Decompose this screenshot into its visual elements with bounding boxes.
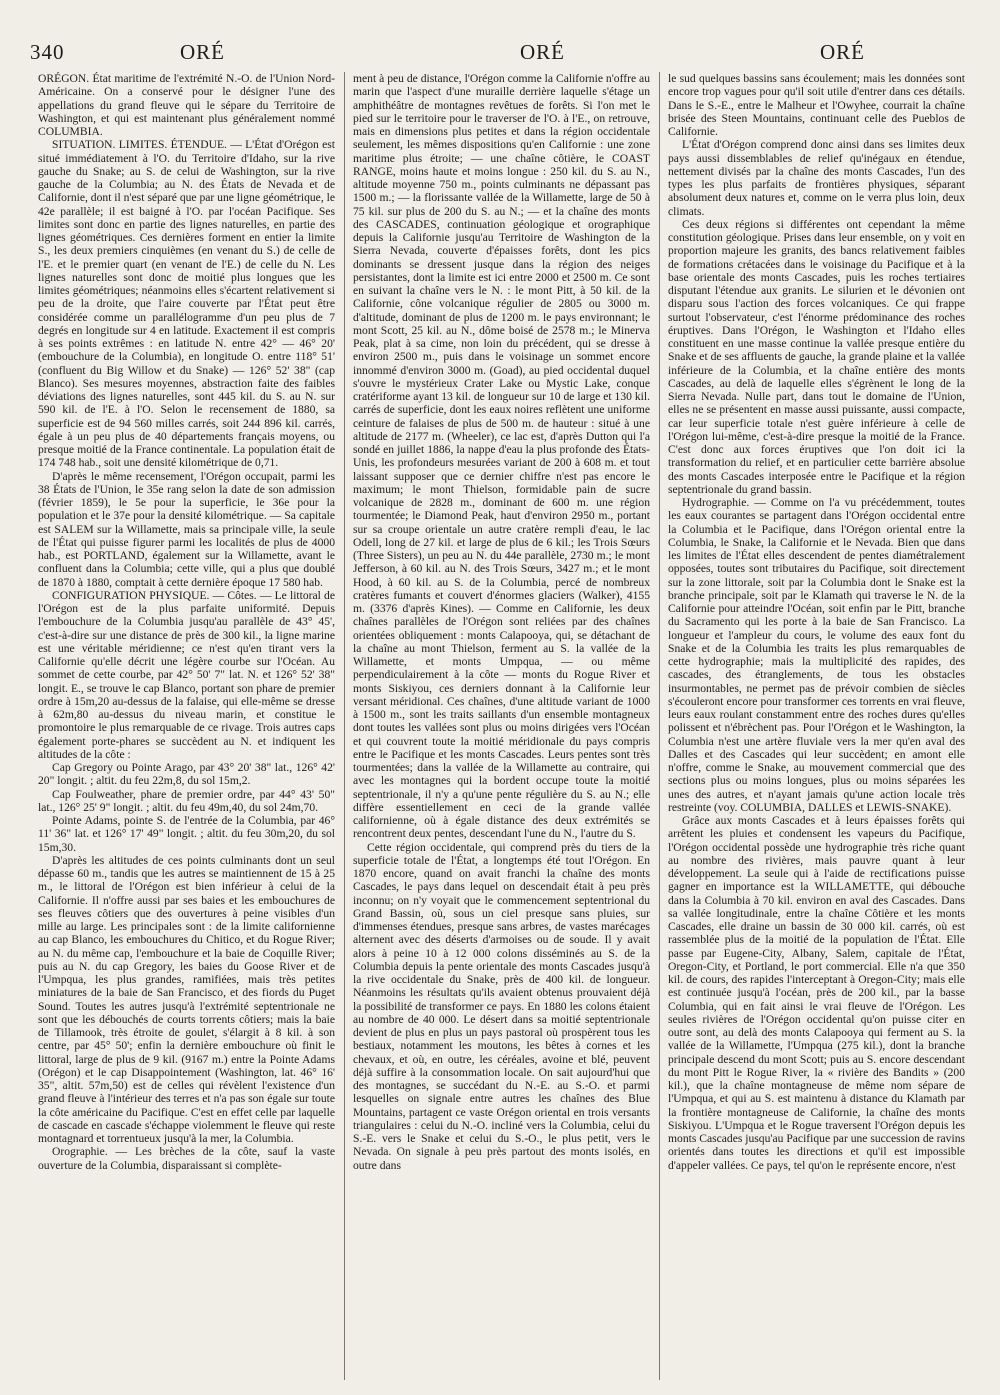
running-header	[30, 40, 970, 70]
running-head-left: ORÉ	[180, 40, 225, 64]
paragraph: Cette région occidentale, qui comprend près du tiers de la superficie totale de l'État, a longtemps été tout l'Orégon. En 1870 encore, quand on avait franchi la chaîne des monts Cascades, le pays dans lequel on descendait était à peu près inconnu; on n'y voyait que le commencement septentrional du Grand Bassin, où, sous un ciel presque sans pluies, sur d'immenses étendues, presque sans arbres, de vastes marécages alternent avec des déserts d'armoises ou de soude. Il y avait alors à peine 10 à 12 000 colons disséminés au S. de la Columbia depuis la pente orientale des monts Cascades jusqu'à la rive occidentale du Snake, près de 400 kil. de longueur. Néanmoins les résultats qu'ils avaient obtenus prouvaient déjà la possibilité de transformer ce pays. En 1880 les colons étaient au nombre de 40 000. Le désert dans sa moitié septentrionale devient de plus en plus un pays pastoral où prospèrent tous les bestiaux, notamment les moutons, les bêtes à cornes et les chevaux, et où, en outre, les céréales, avoine et blé, peuvent déjà suffire à la consommation locale. On sait aujourd'hui que des montagnes, se succédant du N.-E. au S.-O. et parmi lesquelles on signale entre autres les chaînes des Blue Mountains, partagent ce vaste Orégon oriental en trois versants triangulaires : celui du N.-O. incliné vers la Columbia, celui du S.-E. vers le Snake et celui du S.-O., le plus petit, vers le Nevada. On signale à peu près partout des monts isolés, en outre dans	[353, 840, 650, 1172]
column-divider	[659, 72, 660, 1380]
paragraph: Hydrographie. — Comme on l'a vu précédemment, toutes les eaux courantes se partagent dans l'Orégon occidental entre la Columbia et le Pacifique, dans l'Orégon oriental entre la Columbia, le Snake, la Californie et le Nevada. Bien que dans les limites de l'État elles descendent de pentes diamétralement opposées, toutes sont tributaires du Pacifique, soit directement sur la zone littorale, soit par la Columbia dont le Snake est la branche principale, soit par le Klamath qui traverse le N. de la Californie pour atteindre l'Océan, soit enfin par le Pitt, branche du Sacramento qui les porte à la baie de San Francisco. La longueur et l'ampleur du cours, le volume des eaux font du Snake et de la Columbia les traits les plus remarquables de cette hydrographie; mais la multiplicité des rapides, des cascades, des étranglements, de tous les obstacles insurmontables, ne permet pas de prévoir combien de siècles s'écouleront encore pour transformer ces torrents en vrai fleuve, leurs eaux roulant constamment entre des roches dures qu'elles polissent et n'ébrèchent pas. Pour l'Orégon et le Washington, la Columbia n'est une artère fluviale vers la mer qu'en aval des Dalles et des Cascades qui leur succèdent; en amont elle n'offre, comme le Snake, au mouvement commercial que des sections plus ou moins longues, plus ou moins séparées les unes des autres, et n'ayant jamais qu'une action locale très restreinte (voy. COLUMBIA, DALLES et LEWIS-SNAKE).	[668, 496, 965, 814]
paragraph: ORÉGON. État maritime de l'extrémité N.-O. de l'Union Nord-Américaine. On a conservé pour le désigner l'une des appellations du grand fleuve qui le sépare du Territoire de Washington, et qui est maintenant plus généralement nommé COLUMBIA.	[38, 72, 335, 138]
running-head-center: ORÉ	[520, 40, 565, 64]
paragraph: L'État d'Orégon comprend donc ainsi dans ses limites deux pays aussi dissemblables de relief qu'inégaux en étendue, nettement divisés par la chaîne des monts Cascades, l'un des types les plus parfaits de frontières physiques, séparant absolument deux natures et, comme on le verra plus loin, deux climats.	[668, 138, 965, 218]
paragraph: Grâce aux monts Cascades et à leurs épaisses forêts qui arrêtent les pluies et condensent les vapeurs du Pacifique, l'Orégon occidental possède une hydrographie très riche quant au nombre des rivières, mais pauvre quant à leur développement. La seule qui à l'aide de rectifications puisse gagner en importance est la WILLAMETTE, qui débouche dans la Columbia à 70 kil. environ en aval des Cascades. Dans sa vallée longitudinale, entre la chaîne Côtière et les monts Cascades, elle draine un bassin de 30 000 kil. carrés, où est rassemblée plus de la moitié de la population de l'État. Elle passe par Eugene-City, Albany, Salem, capitale de l'État, Oregon-City, et Portland, le port commercial. Elle n'a que 350 kil. de cours, des rapides l'interceptant à Oregon-City; mais elle est continuée jusqu'à l'océan, près de 200 kil., par la basse Columbia, qui en fait ainsi le vrai fleuve de l'Orégon. Les seules rivières de l'Orégon occidental qu'on puisse citer en outre sont, au delà des monts Calapooya qui ferment au S. la vallée de la Willamette, l'Umpqua (275 kil.), dont la branche principale descend du mont Scott; puis au S. encore descendant du mont Pitt le Rogue River, la « rivière des Bandits » (200 kil.), que la chaîne montagneuse de même nom sépare de l'Umpqua, et qui au S. est maintenu à distance du Klamath par la frontière montagneuse de Californie, la chaîne des monts Siskiyou. L'Umpqua et le Rogue traversent l'Orégon depuis les monts Cascades jusqu'au Pacifique par une succession de ravins orientés dans toutes les directions et qu'il est impossible d'appeler vallées. Ce pays, tel qu'on le représente encore, n'est	[668, 814, 965, 1172]
paragraph: Cap Gregory ou Pointe Arago, par 43° 20' 38" lat., 126° 42' 20" longit. ; altit. du feu 22m,8, du sol 15m,2.	[38, 761, 335, 788]
text-column-2	[353, 72, 650, 1382]
text-column-1	[38, 72, 335, 1382]
paragraph: ment à peu de distance, l'Orégon comme la Californie n'offre au marin que l'aspect d'une muraille derrière laquelle s'étage un amphithéâtre de montagnes revêtues de forêts. Si l'on met le pied sur le territoire pour le traverser de l'O. à l'E., on retrouve, mais en dimensions plus petites et dans la région occidentale seulement, les mêmes dispositions qu'en Californie : une zone maritime plus étroite; — une chaîne côtière, le COAST RANGE, moins haute et moins longue : 250 kil. du S. au N., altitude moyenne 750 m., points culminants ne dépassant pas 1500 m.; — la florissante vallée de la Willamette, large de 50 à 75 kil. sur plus de 200 du S. au N.; — et la chaîne des monts des CASCADES, continuation géologique et orographique depuis la Californie jusqu'au Territoire de Washington de la Sierra Nevada, couverte d'épaisses forêts, dont les pics dominants se dressent jusque dans la région des neiges persistantes, dont la limite est ici entre 2000 et 2500 m. Ce sont en suivant la chaîne vers le N. : le mont Pitt, à 50 kil. de la Californie, cône volcanique régulier de 2805 ou 3000 m. d'altitude, dominant de plus de 1200 m. le pays environnant; le mont Scott, 25 kil. au N., dôme boisé de 2578 m.; le Minerva Peak, plat à sa cime, non loin du précédent, qui se dresse à environ 2500 m., puis dans le voisinage un sommet encore innommé d'environ 3000 m. (Goad), au pied occidental duquel s'ouvre le mystérieux Crater Lake ou Mystic Lake, conque cratériforme ayant 13 kil. de longueur sur 10 de large et 130 kil. carrés de superficie, dont les eaux noires reflètent une uniforme ceinture de falaises de plus de 500 m. de hauteur : situé à une altitude de 2177 m. (Wheeler), ce lac est, d'après Dutton qui l'a sondé en juillet 1886, la nappe d'eau la plus profonde des États-Unis, les profondeurs mesurées variant de 200 à 608 m. et tout laissant supposer que ce dernier chiffre n'est pas encore le maximum; le mont Thielson, formidable pain de sucre volcanique de 2828 m., dominant de 600 m. une région tourmentée; le Diamond Peak, haut d'environ 2950 m., portant sur sa croupe orientale un autre cratère rempli d'eau, le lac Odell, long de 27 kil. et large de plus de 6 kil.; les Trois Sœurs (Three Sisters), un peu au N. du 44e parallèle, 2730 m.; le mont Jefferson, à 60 kil. au N. des Trois Sœurs, 3427 m.; et le mont Hood, à 60 kil. au S. de la Columbia, percé de nombreux cratères fumants et couvert d'énormes glaciers (Walker), 4155 m. (3376 d'après Kines). — Comme en Californie, les deux chaînes parallèles de l'Orégon sont reliées par des chaînes orientées obliquement : monts Calapooya, qui, se détachant de la chaîne au mont Thielson, ferment au S. la vallée de la Willamette, et monts Umpqua, — ou même perpendiculairement à la côte — monts du Rogue River et monts Siskiyou, ces derniers donnant à la Californie leur versant méridional. Ces chaînes, d'une altitude variant de 1000 à 1500 m., sont les traits saillants d'un ensemble montagneux dont toutes les vallées sont plus ou moins dirigées vers l'Océan et qui couvrent toute la moitié méridionale du pays compris entre le Pacifique et les monts Cascades. Leurs pentes sont très tourmentées; dans la vallée de la Willamette au contraire, qui avec les montagnes qui la bordent occupe toute la moitié septentrionale, il n'y a qu'une pente régulière du S. au N.; elle diffère essentiellement en ceci de la grande vallée californienne, où à égale distance des deux extrémités se rencontrent deux pentes, descendant l'une du N., l'autre du S.	[353, 72, 650, 841]
running-head-right: ORÉ	[820, 40, 865, 64]
paragraph: D'après le même recensement, l'Orégon occupait, parmi les 38 États de l'Union, le 35e rang selon la date de son admission (février 1859), le 5e pour la superficie, le 36e pour la population et le 37e pour la densité kilométrique. — Sa capitale est SALEM sur la Willamette, mais sa principale ville, la seule de l'État qui puisse figurer parmi les localités de plus de 4000 hab., est PORTLAND, également sur la Willamette, avant le confluent dans la Columbia; cette ville, qui a plus que doublé de 1870 à 1880, comptait à cette dernière époque 17 580 hab.	[38, 469, 335, 589]
paragraph: Ces deux régions si différentes ont cependant la même constitution géologique. Prises dans leur ensemble, on y voit en proportion majeure les granits, des bancs relativement faibles de formations crétacées dans le voisinage du Pacifique et à la base orientale des monts Cascades, puis les roches tertiaires disputant l'étendue aux granits. Le silurien et le dévonien ont disparu sous l'action des forces volcaniques. Ce qui frappe surtout l'observateur, c'est l'énorme prédominance des roches éruptives. Dans l'Orégon, le Washington et l'Idaho elles constituent en une masse continue la vallée presque entière du Snake et de ses affluents de gauche, la grande plaine et la vallée inférieure de la Columbia, et la chaîne entière des monts Cascades, au delà de laquelle elles s'égrènent le long de la Sierra Nevada. Nulle part, dans tout le domaine de l'Union, elles ne se présentent en masse aussi puissante, aussi compacte, car leur superficie totale n'est guère inférieure à celle de l'Orégon lui-même, c'est-à-dire presque la moitié de la France. C'est donc aux forces éruptives que l'on doit ici la transformation du relief, et en particulier cette barrière absolue des monts Cascades interposée entre le Pacifique et la région septentrionale du grand bassin.	[668, 217, 965, 496]
paragraph: CONFIGURATION PHYSIQUE. — Côtes. — Le littoral de l'Orégon est de la plus parfaite uniformité. Depuis l'embouchure de la Columbia jusqu'au parallèle de 43° 45', c'est-à-dire sur une distance de près de 300 kil., la ligne marine est une véritable méridienne; ce n'est qu'en tirant vers la Californie qu'elle décrit une légère courbe sur l'Océan. Au sommet de cette courbe, par 42° 50' 7" lat. N. et 126° 52' 38" longit. E., se trouve le cap Blanco, portant son phare de premier ordre à 15m,20 au-dessus de la falaise, qui elle-même se dresse à 62m,80 au-dessus du niveau marin, et constitue le promontoire le plus remarquable de ce rivage. Trois autres caps également porte-phares se succèdent au N. et indiquent les altitudes de la côte :	[38, 588, 335, 761]
paragraph: SITUATION. LIMITES. ÉTENDUE. — L'État d'Orégon est situé immédiatement à l'O. du Territoire d'Idaho, sur la rive gauche du Snake; au S. de celui de Washington, sur la rive gauche de la Columbia; au N. des États de Nevada et de Californie, dont il n'est séparé que par une ligne géométrique, le 42e parallèle; il est baigné à l'O. par l'océan Pacifique. Ses limites sont donc en partie des lignes naturelles, en partie des lignes géométriques. Ces dernières forment en entier la limite S., les deux premiers cinquièmes (en venant du S.) de celle de l'E. et le premier quart (en venant de l'E.) de celle du N. Les lignes naturelles sont donc de moitié plus longues que les limites géométriques; néanmoins elles s'écartent relativement si peu de la droite, que l'aire couverte par l'État peut être considérée comme un parallélogramme d'un peu plus de 7 degrés en longitude sur 4 en latitude. Exactement il est compris à ses points extrêmes : en latitude N. entre 42° — 46° 20' (embouchure de la Columbia), en longitude O. entre 118° 51' (confluent du Big Willow et du Snake) — 126° 52' 38" (cap Blanco). Ses mesures moyennes, abstraction faite des faibles déviations des lignes naturelles, sont 445 kil. du S. au N. sur 590 kil. de l'E. à l'O. Selon le recensement de 1880, sa superficie est de 94 560 milles carrés, soit 244 896 kil. carrés, égale à un peu plus de 40 départements français moyens, ou presque moitié de la France continentale. La population était de 174 748 hab., soit une densité kilométrique de 0,71.	[38, 138, 335, 470]
column-divider	[344, 72, 345, 1380]
paragraph: Cap Foulweather, phare de premier ordre, par 44° 43' 50" lat., 126° 25' 9" longit. ; altit. du feu 49m,40, du sol 24m,70.	[38, 787, 335, 814]
paragraph: le sud quelques bassins sans écoulement; mais les données sont encore trop vagues pour qu'il soit utile d'entrer dans ces détails. Dans le S.-E., entre le Malheur et l'Owyhee, courrait la chaîne brisée des Steen Mountains, continuant celle des Pueblos de Californie.	[668, 72, 965, 138]
paragraph: Pointe Adams, pointe S. de l'entrée de la Columbia, par 46° 11' 36" lat. et 126° 17' 49" longit. ; altit. du feu 30m,20, du sol 15m,30.	[38, 814, 335, 854]
paragraph: Orographie. — Les brèches de la côte, sauf la vaste ouverture de la Columbia, disparaissant si complète-	[38, 1145, 335, 1172]
paragraph: D'après les altitudes de ces points culminants dont un seul dépasse 60 m., tandis que les autres se maintiennent de 15 à 25 m., le littoral de l'Orégon est bien inférieur à celui de la Californie. Il n'offre aussi par ses baies et les embouchures de ses fleuves côtiers que des ouvertures à peine visibles d'un mille au large. Les principales sont : de la limite californienne au cap Blanco, les embouchures du Chitico, et du Rogue River; au N. du même cap, l'embouchure et la baie de Coquille River; puis au N. du cap Gregory, les baies du Goose River et de l'Umpqua, les plus grandes, ramifiées, mais très petites miniatures de la baie de San Francisco, et des fiords du Puget Sound. Toutes les autres jusqu'à l'extrémité septentrionale ne sont que les débouchés de courts torrents côtiers; mais la baie de Tillamook, très étroite de goulet, s'élargit à 8 kil. à son centre, par 45° 50'; enfin la dernière embouchure où finit le littoral, large de plus de 9 kil. (9167 m.) entre la Pointe Adams (Orégon) et le cap Disappointement (Washington, lat. 46° 16' 35", altit. 57m,50) est de celles qui révèlent l'existence d'un grand fleuve à l'intérieur des terres et n'a pas son égale sur toute la côte américaine du Pacifique. C'est en effet celle par laquelle de cascade en cascade s'échappe violemment le fleuve qui reste montagnard et torrentueux jusqu'à la mer, la Columbia.	[38, 853, 335, 1145]
page-number: 340	[30, 40, 65, 64]
text-column-3	[668, 72, 965, 1382]
